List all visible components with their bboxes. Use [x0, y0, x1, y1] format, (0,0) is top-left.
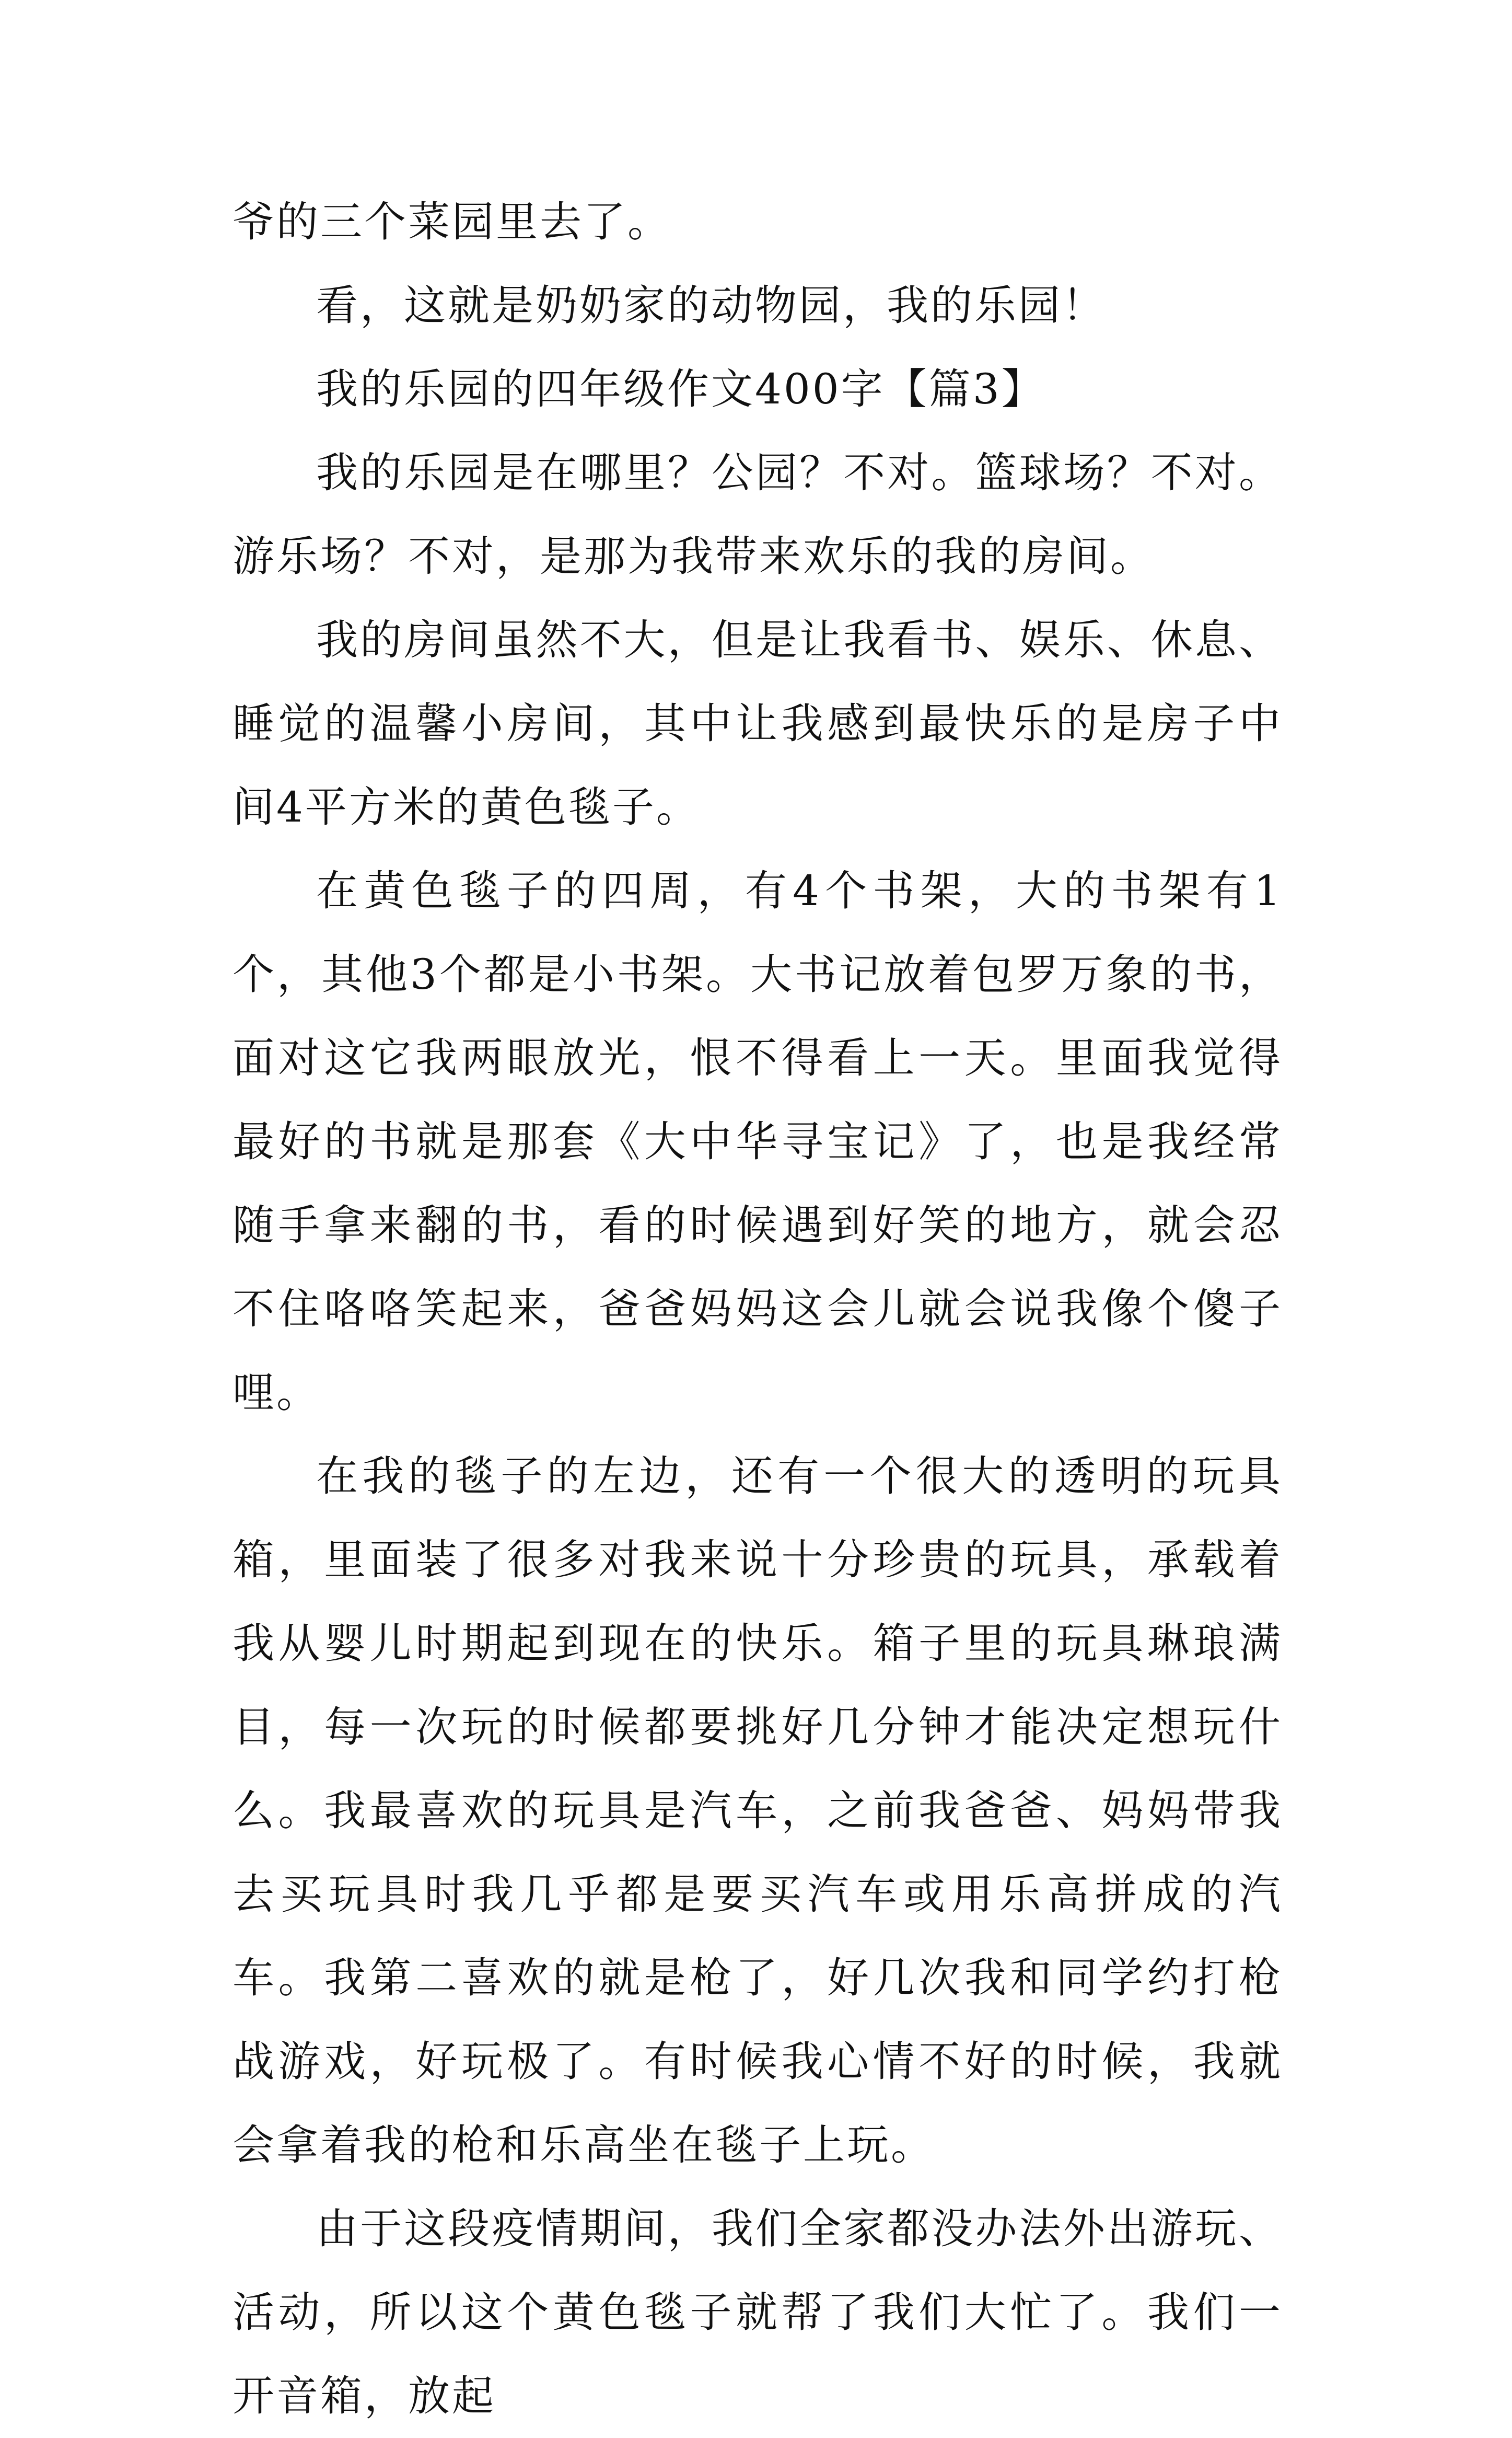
document-body — [232, 180, 1283, 2438]
paragraph: 爷的三个菜园里去了。 — [232, 198, 671, 246]
paragraph: 我的房间虽然不大，但是让我看书、娱乐、休息、睡觉的温馨小房间，其中让我感到最快乐的是房子中间4平方米的黄色毯子。 — [232, 616, 1283, 831]
section-heading: 我的乐园的四年级作文400字【篇3】 — [316, 365, 1045, 413]
paragraph: 看，这就是奶奶家的动物园，我的乐园！ — [316, 281, 1106, 330]
paragraph: 由于这段疫情期间，我们全家都没办法外出游玩、活动，所以这个黄色毯子就帮了我们大忙了。我们一开音箱，放起 — [232, 2204, 1283, 2420]
paragraph: 我的乐园是在哪里？公园？不对。篮球场？不对。游乐场？不对，是那为我带来欢乐的我的房间。 — [232, 448, 1283, 581]
paragraph: 在我的毯子的左边，还有一个很大的透明的玩具箱，里面装了很多对我来说十分珍贵的玩具，承载着我从婴儿时期起到现在的快乐。箱子里的玩具琳琅满目，每一次玩的时候都要挑好几分钟才能决定想玩什么。我最喜欢的玩具是汽车，之前我爸爸、妈妈带我去买玩具时我几乎都是要买汽车或用乐高拼成的汽车。我第二喜欢的就是枪了，好几次我和同学约打枪战游戏，好玩极了。有时候我心情不好的时候，我就会拿着我的枪和乐高坐在毯子上玩。 — [232, 1452, 1283, 2169]
paragraph: 在黄色毯子的四周，有4个书架，大的书架有1个，其他3个都是小书架。大书记放着包罗万象的书，面对这它我两眼放光，恨不得看上一天。里面我觉得最好的书就是那套《大中华寻宝记》了，也是我经常随手拿来翻的书，看的时候遇到好笑的地方，就会忍不住咯咯笑起来，爸爸妈妈这会儿就会说我像个傻子哩。 — [232, 866, 1283, 1417]
